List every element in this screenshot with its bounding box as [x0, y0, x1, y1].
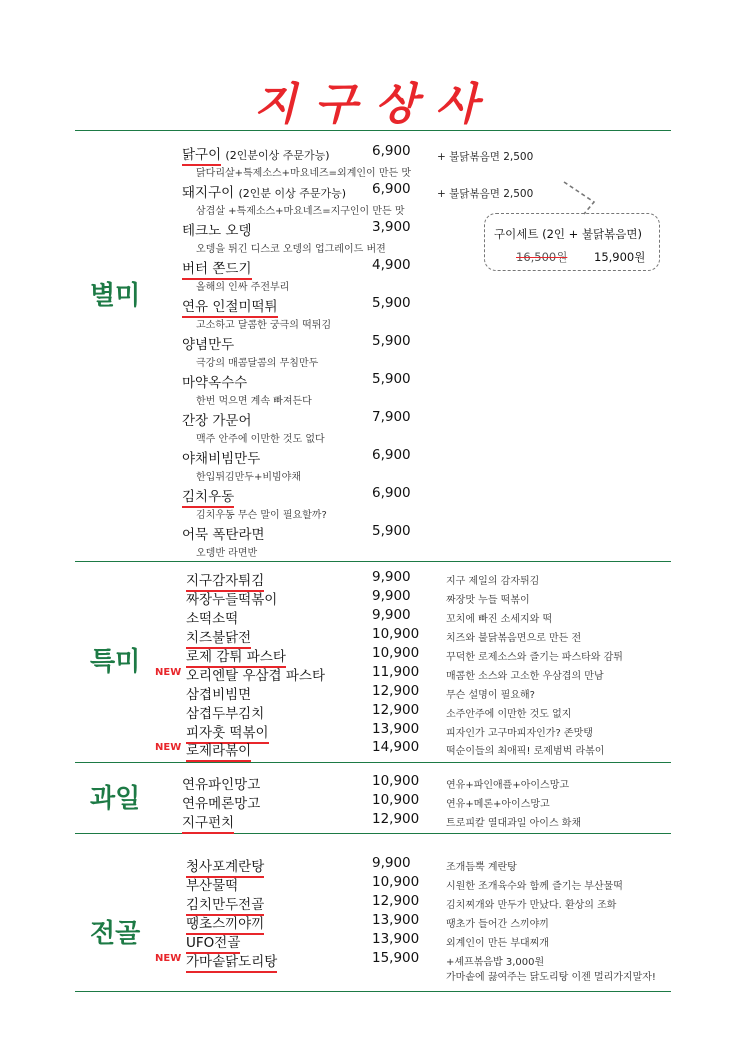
menu-item-price: 9,900	[372, 588, 411, 604]
menu-item-desc: 김치찌개와 만두가 만났다. 환상의 조화	[446, 900, 617, 911]
menu-item-price: 9,900	[372, 569, 411, 585]
bubble-tail-icon	[560, 180, 600, 216]
addon-note: + 불닭볶음면 2,500	[437, 188, 534, 200]
menu-item-name: 김치만두전골	[186, 893, 264, 913]
menu-item-price: 13,900	[372, 721, 420, 737]
menu-item-desc: 연유+메론+아이스망고	[446, 799, 550, 810]
menu-item-desc: 소주안주에 이만한 것도 없지	[446, 709, 572, 720]
menu-item-name: 청사포계란탕	[186, 855, 264, 875]
menu-item-price: 11,900	[372, 664, 420, 680]
menu-item-name: 오리엔탈 우삼겹 파스타	[186, 668, 325, 684]
menu-item-price: 6,900	[372, 485, 411, 501]
menu-item-name: 지구감자튀김	[186, 569, 264, 589]
category-byeolmi: 별미	[90, 281, 141, 311]
menu-item-name: 삼겹비빔면	[186, 687, 252, 703]
new-badge: NEW	[155, 953, 182, 964]
menu-item-name: 간장 가문어	[182, 413, 252, 429]
menu-item-name: 로제 감튀 파스타	[186, 645, 286, 665]
menu-item-desc: 떡순이들의 최애픽! 로제범벅 라볶이	[446, 746, 605, 757]
menu-item-name: 부산물떡	[186, 878, 239, 894]
menu-item-desc: 맥주 안주에 이만한 것도 없다	[196, 434, 325, 445]
menu-item-name: 로제라볶이	[186, 739, 251, 759]
menu-item-name: 연유파인망고	[182, 777, 261, 793]
menu-item-price: 5,900	[372, 333, 411, 349]
menu-item-desc: 연유+파인애플+아이스망고	[446, 780, 570, 791]
menu-item-name: 짜장누들떡볶이	[186, 592, 278, 608]
menu-item-desc: 꾸덕한 로제소스와 즐기는 파스타와 감튀	[446, 652, 623, 663]
menu-item-price: 15,900	[372, 950, 420, 966]
menu-item-name: 삼겹두부김치	[186, 706, 265, 722]
menu-item-desc: 한번 먹으면 계속 빠져든다	[196, 396, 312, 407]
page-title: 지구상사	[253, 79, 496, 130]
divider	[75, 833, 671, 834]
menu-item-name: UFO전골	[186, 931, 240, 951]
menu-item-price: 10,900	[372, 874, 420, 890]
menu-item-desc: 매콤한 소스와 고소한 우삼겹의 만남	[446, 671, 604, 682]
menu-item-desc: 짜장맛 누들 떡볶이	[446, 595, 530, 606]
menu-item-desc: 외계인이 만든 부대찌개	[446, 938, 549, 949]
menu-item-desc: 오뎅을 튀긴 디스코 오뎅의 업그레이드 버젼	[196, 244, 386, 255]
menu-item-name: 마약옥수수	[182, 375, 248, 391]
new-badge: NEW	[155, 742, 182, 753]
divider	[75, 762, 671, 763]
menu-item-name: 양념만두	[182, 337, 235, 353]
set-old-price: 16,500원	[516, 250, 568, 264]
menu-item-price: 5,900	[372, 295, 411, 311]
menu-item-name: 소떡소떡	[186, 611, 239, 627]
menu-item-price: 13,900	[372, 912, 420, 928]
menu-item-price: 4,900	[372, 257, 411, 273]
menu-item-price: 7,900	[372, 409, 411, 425]
menu-item-price: 6,900	[372, 447, 411, 463]
menu-item-desc: 조개듬뿍 계란탕	[446, 862, 517, 873]
menu-item-price: 9,900	[372, 855, 411, 871]
menu-item-name: 지구펀치	[182, 811, 234, 831]
menu-item-desc: +셰프볶음밥 3,000원	[446, 957, 545, 968]
menu-item-desc: 김치우동 무슨 말이 필요할까?	[196, 510, 327, 521]
set-new-price: 15,900원	[594, 250, 646, 264]
menu-item-desc: 땡초가 들어간 스끼야끼	[446, 919, 549, 930]
menu-item-desc: 한입튀김만두+비빔야채	[196, 472, 301, 483]
divider	[75, 130, 671, 131]
menu-item-price: 12,900	[372, 683, 420, 699]
menu-item-name: 치즈불닭전	[186, 626, 251, 646]
menu-item-price: 6,900	[372, 143, 411, 159]
menu-item-price: 13,900	[372, 931, 420, 947]
menu-item-desc: 트로피칼 열대과일 아이스 화채	[446, 818, 582, 829]
menu-item-price: 3,900	[372, 219, 411, 235]
menu-item-name: 닭구이 (2인분이상 주문가능)	[182, 143, 330, 163]
menu-item-name: 김치우동	[182, 485, 234, 505]
new-badge: NEW	[155, 667, 182, 678]
menu-item-desc: 꼬치에 빠진 소세지와 떡	[446, 614, 553, 625]
menu-item-price: 5,900	[372, 523, 411, 539]
menu-item-desc: 오뎅반 라면반	[196, 548, 258, 559]
menu-item-name: 땡초스끼야끼	[186, 912, 264, 932]
category-gwail: 과일	[90, 784, 141, 814]
set-title: 구이세트 (2인 + 불닭볶음면)	[494, 227, 642, 241]
category-jeongol: 전골	[90, 919, 141, 949]
menu-item-desc: 지구 제일의 감자튀김	[446, 576, 540, 587]
menu-item-price: 9,900	[372, 607, 411, 623]
divider	[75, 561, 671, 562]
menu-item-desc: 피자인가 고구마피자인가? 존맛탱	[446, 728, 593, 739]
menu-item-name: 야채비빔만두	[182, 451, 261, 467]
menu-item-name: 피자훗 떡볶이	[186, 721, 269, 741]
menu-item-name: 가마솥닭도리탕	[186, 950, 277, 970]
menu-item-price: 12,900	[372, 893, 420, 909]
menu-item-price: 10,900	[372, 626, 420, 642]
menu-item-desc: 고소하고 달콤한 궁극의 떡튀김	[196, 320, 332, 331]
menu-item-price: 10,900	[372, 645, 420, 661]
menu-item-price: 6,900	[372, 181, 411, 197]
menu-item-name: 연유 인절미떡튀	[182, 295, 278, 315]
menu-item-price: 12,900	[372, 811, 420, 827]
menu-item-desc: 닭다리살+특제소스+마요네즈=외계인이 만든 맛	[196, 168, 412, 179]
menu-item-desc: 치즈와 불닭볶음면으로 만든 전	[446, 633, 582, 644]
menu-item-price: 10,900	[372, 792, 420, 808]
menu-item-desc: 시원한 조개육수와 함께 즐기는 부산물떡	[446, 881, 623, 892]
divider	[75, 991, 671, 992]
menu-item-name: 테크노 오뎅	[182, 223, 252, 239]
menu-item-desc: 무슨 설명이 필요해?	[446, 690, 535, 701]
menu-item-desc: 삼겹살 +특제소스+마요네즈=지구인이 만든 맛	[196, 206, 405, 217]
menu-item-price: 5,900	[372, 371, 411, 387]
menu-item-price: 10,900	[372, 773, 420, 789]
menu-item-desc: 극강의 매콤달콤의 무침만두	[196, 358, 319, 369]
addon-note: + 불닭볶음면 2,500	[437, 151, 534, 163]
menu-item-desc: 올해의 인싸 주전부리	[196, 282, 290, 293]
menu-item-name: 어묵 폭탄라면	[182, 527, 265, 543]
menu-item-name: 돼지구이 (2인분 이상 주문가능)	[182, 185, 347, 201]
menu-item-name: 버터 쫀드기	[182, 257, 252, 277]
menu-item-price: 14,900	[372, 739, 420, 755]
menu-item-name: 연유메론망고	[182, 796, 261, 812]
menu-item-price: 12,900	[372, 702, 420, 718]
category-teukmi: 특미	[90, 647, 141, 677]
menu-item-desc: 가마솥에 끓여주는 닭도리탕 이젠 멀리가지말자!	[446, 972, 656, 983]
